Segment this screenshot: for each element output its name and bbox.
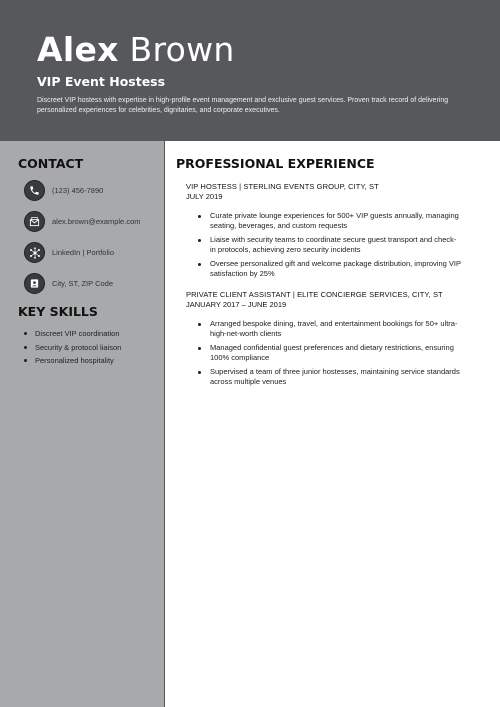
skill-text: Discreet VIP coordination <box>35 329 120 339</box>
job-title: PRIVATE CLIENT ASSISTANT | ELITE CONCIERGE SERVICES, CITY, ST <box>186 290 443 299</box>
bullet-icon <box>24 332 27 335</box>
bullet-icon <box>198 323 201 326</box>
job-bullet <box>186 343 461 363</box>
last-name: Brown <box>129 30 235 69</box>
job-bullet <box>186 259 461 279</box>
first-name: Alex <box>37 30 119 69</box>
job-entry <box>186 290 500 387</box>
bullet-icon <box>198 263 201 266</box>
job-dates: JULY 2019 <box>186 192 223 201</box>
main-content <box>164 141 500 707</box>
email-icon <box>24 211 45 232</box>
job-bullet <box>186 367 461 387</box>
job-dates: JANUARY 2017 – JUNE 2019 <box>186 300 287 309</box>
job-title: VIP HOSTESS | STERLING EVENTS GROUP, CITY, ST <box>186 182 379 191</box>
resume-header <box>0 0 500 141</box>
job-bullet-text: Curate private lounge experiences for 500+ VIP guests annually, managing seating, beverages, and custom requests <box>210 211 459 230</box>
contact-heading: CONTACT <box>18 156 84 171</box>
contact-location <box>24 273 164 294</box>
job-bullet <box>186 211 461 231</box>
job-title-headline: VIP Event Hostess <box>37 74 166 89</box>
skill-text: Personalized hospitality <box>35 356 114 366</box>
skill-item <box>18 327 164 341</box>
network-icon <box>24 242 45 263</box>
job-entry <box>186 182 500 279</box>
bullet-icon <box>24 346 27 349</box>
location-icon <box>24 273 45 294</box>
job-bullet <box>186 319 461 339</box>
contact-phone-text: (123) 456-7890 <box>52 186 104 195</box>
candidate-name <box>37 30 463 70</box>
experience-heading: PROFESSIONAL EXPERIENCE <box>176 156 375 171</box>
profile-summary: Discreet VIP hostess with expertise in high-profile event management and exclusive guest services. Proven track record of delivering personalized experiences for celebrities, dignitaries, and corporate executives. <box>37 97 449 114</box>
bullet-icon <box>24 359 27 362</box>
job-bullets <box>186 211 500 279</box>
contact-links <box>24 242 164 263</box>
skills-heading: KEY SKILLS <box>18 304 98 319</box>
bullet-icon <box>198 371 201 374</box>
sidebar <box>0 141 164 707</box>
skill-item <box>18 341 164 355</box>
job-bullets <box>186 319 500 387</box>
bullet-icon <box>198 347 201 350</box>
bullet-icon <box>198 239 201 242</box>
skills-list <box>18 327 164 368</box>
contact-links-text: LinkedIn | Portfolio <box>52 248 114 257</box>
contact-email-text: alex.brown@example.com <box>52 217 141 226</box>
job-bullet-text: Arranged bespoke dining, travel, and entertainment bookings for 50+ ultra-high-net-worth clients <box>210 319 458 338</box>
job-bullet-text: Managed confidential guest preferences and dietary restrictions, ensuring 100% compliance <box>210 343 454 362</box>
contact-location-text: City, ST, ZIP Code <box>52 279 113 288</box>
contact-list <box>18 180 164 294</box>
job-bullet-text: Liaise with security teams to coordinate secure guest transport and check-in protocols, achieving zero security incidents <box>210 235 457 254</box>
job-bullet-text: Oversee personalized gift and welcome package distribution, improving VIP satisfaction by 25% <box>210 259 461 278</box>
contact-phone <box>24 180 164 201</box>
job-bullet <box>186 235 461 255</box>
bullet-icon <box>198 215 201 218</box>
skill-item <box>18 354 164 368</box>
phone-icon <box>24 180 45 201</box>
skill-text: Security & protocol liaison <box>35 342 122 352</box>
contact-email <box>24 211 164 232</box>
job-bullet-text: Supervised a team of three junior hostesses, maintaining service standards across multiple venues <box>210 367 460 386</box>
